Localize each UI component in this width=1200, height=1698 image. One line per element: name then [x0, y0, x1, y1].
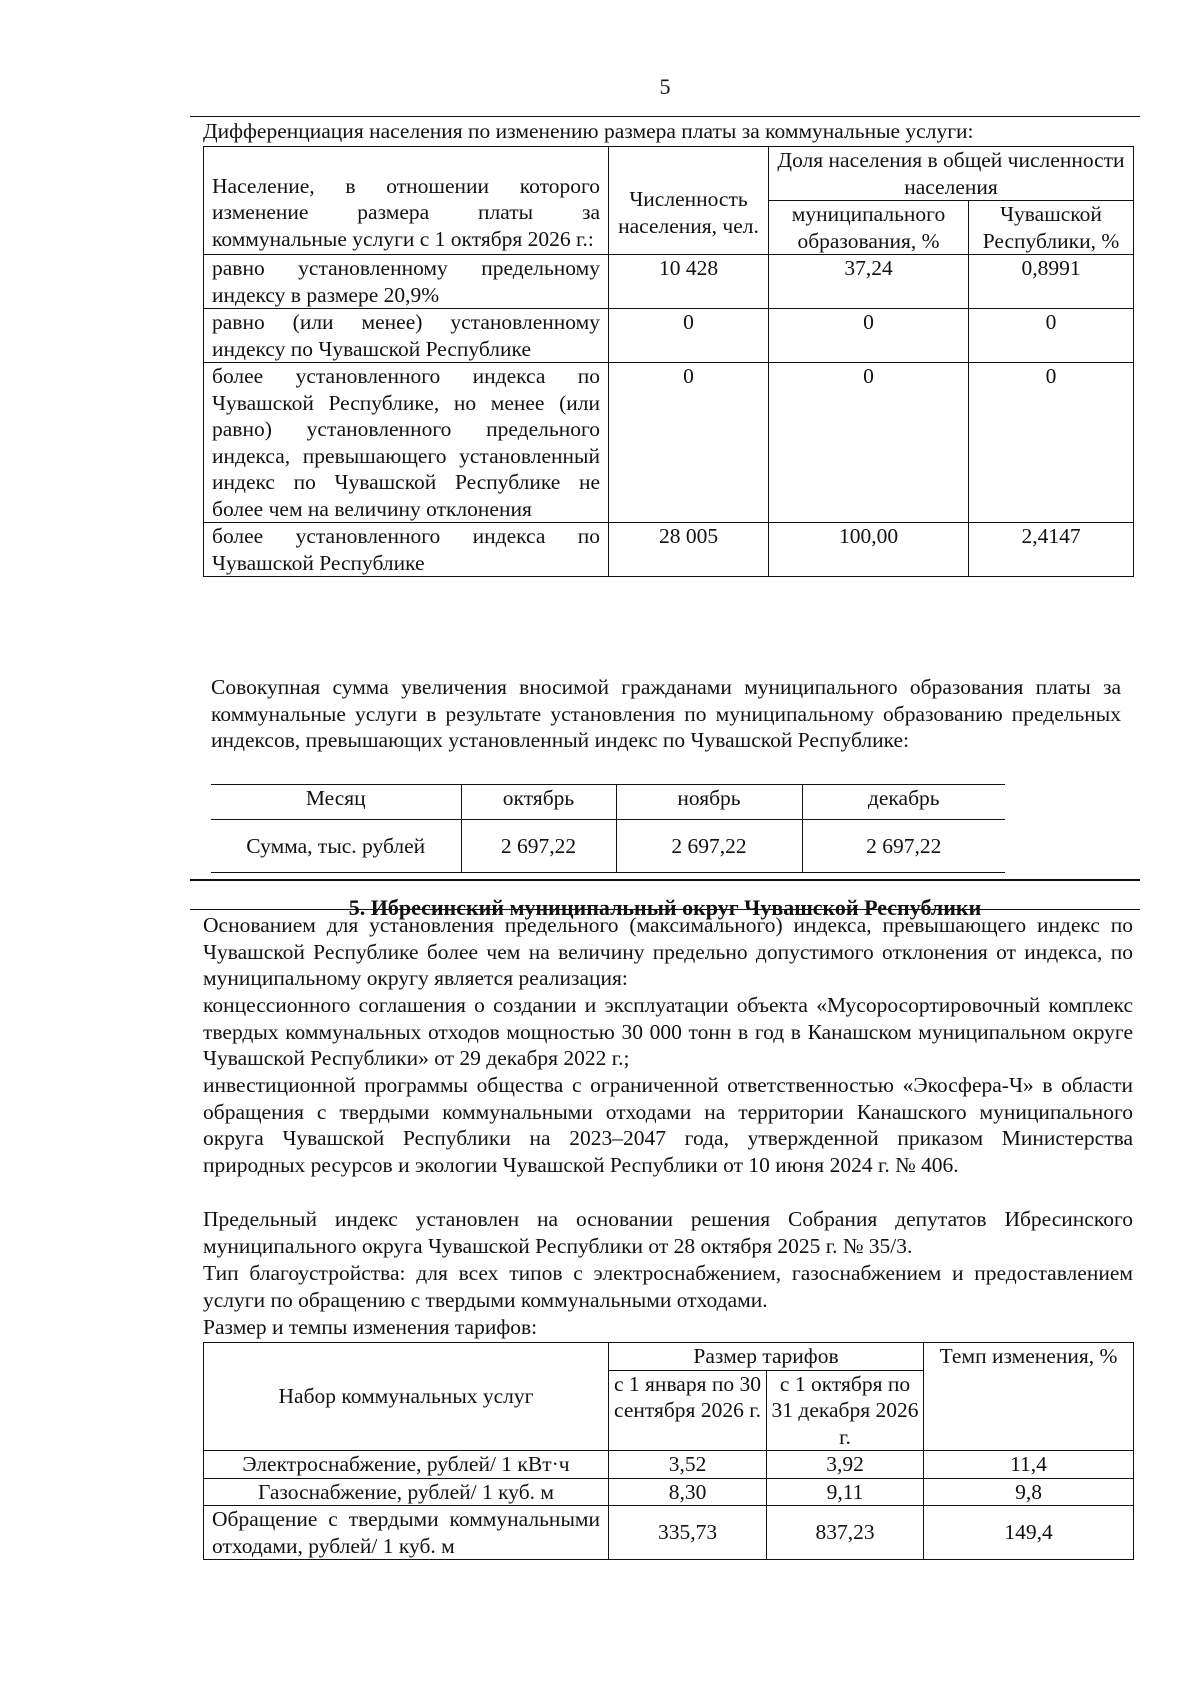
population-table: [203, 146, 1134, 577]
month-cell: декабрь: [802, 785, 1005, 820]
row-share-mo: 37,24: [769, 255, 969, 309]
row-share-cr: 0: [969, 363, 1134, 523]
row-count: 28 005: [609, 523, 769, 577]
header-services: Набор коммунальных услуг: [204, 1343, 609, 1451]
header-tariff-size: Размер тарифов: [609, 1343, 924, 1371]
table-row: [204, 1506, 1134, 1560]
tariff-period-2: 9,11: [767, 1478, 924, 1506]
change-rate: 9,8: [924, 1478, 1134, 1506]
row-label: равно (или менее) установленному индексу по Чувашской Республике: [204, 309, 609, 363]
month-cell: октябрь: [461, 785, 616, 820]
service-name: Обращение с твердыми коммунальными отходами, рублей/ 1 куб. м: [204, 1506, 609, 1560]
rule-top: [190, 116, 1140, 117]
sums-row: [211, 820, 1005, 873]
row-share-cr: 0: [969, 309, 1134, 363]
tariff-period-1: 8,30: [609, 1478, 767, 1506]
header-share-mo: муниципального образования, %: [769, 201, 969, 255]
row-share-cr: 0,8991: [969, 255, 1134, 309]
row-count: 0: [609, 363, 769, 523]
tariff-period-2: 837,23: [767, 1506, 924, 1560]
header-change-rate: Темп изменения, %: [924, 1343, 1134, 1451]
tariff-period-1: 335,73: [609, 1506, 767, 1560]
page-number: 5: [659, 74, 671, 99]
month-cell: ноябрь: [616, 785, 802, 820]
row-label: более установленного индекса по Чувашской Республике, но менее (или равно) установленного предельного индекса, превышающего установленный индекс по Чувашской Республике не более чем на величину отклонения: [204, 363, 609, 523]
sum-cell: 2 697,22: [461, 820, 616, 873]
header-period-1: с 1 января по 30 сентября 2026 г.: [609, 1370, 767, 1451]
row-share-mo: 0: [769, 363, 969, 523]
paragraph-utilities-type: Тип благоустройства: для всех типов с электроснабжением, газоснабжением и предоставлением услуги по обращению с твердыми коммунальными отходами.: [203, 1261, 1133, 1312]
row-share-mo: 0: [769, 309, 969, 363]
row-label: более установленного индекса по Чувашской Республике: [204, 523, 609, 577]
change-rate: 11,4: [924, 1451, 1134, 1479]
header-period-2: с 1 октября по 31 декабря 2026 г.: [767, 1370, 924, 1451]
months-row: [211, 785, 1005, 820]
month-label: Месяц: [211, 785, 461, 820]
sum-cell: 2 697,22: [616, 820, 802, 873]
row-share-mo: 100,00: [769, 523, 969, 577]
rule-section-bottom: [190, 909, 1140, 910]
header-share-group: Доля населения в общей численности населения: [769, 147, 1134, 201]
rule-section-top: [190, 879, 1140, 881]
table-header-row: [204, 147, 1134, 201]
row-count: 0: [609, 309, 769, 363]
header-share-cr: Чувашской Республики, %: [969, 201, 1134, 255]
header-population: Население, в отношении которого изменение размера платы за коммунальные услуги с 1 октября 2026 г.:: [204, 147, 609, 255]
sum-paragraph: Совокупная сумма увеличения вносимой гражданами муниципального образования платы за коммунальные услуги в результате установления по муниципальному образованию предельных индексов, превышающих установленный индекс по Чувашской Республике:: [211, 675, 1121, 752]
sum-table: [211, 784, 1005, 873]
paragraph-decision: Предельный индекс установлен на основании решения Собрания депутатов Ибресинского муниципального округа Чувашской Республики от 28 октября 2025 г. № 35/3.: [203, 1207, 1133, 1258]
table-row: [204, 523, 1134, 577]
header-count: Численность населения, чел.: [609, 147, 769, 255]
tariff-period-1: 3,52: [609, 1451, 767, 1479]
sum-label: Сумма, тыс. рублей: [211, 820, 461, 873]
row-label: равно установленному предельному индексу в размере 20,9%: [204, 255, 609, 309]
table-row: [204, 1451, 1134, 1479]
table-row: [204, 1478, 1134, 1506]
service-name: Электроснабжение, рублей/ 1 кВт·ч: [204, 1451, 609, 1479]
section-title: 5. Ибресинский муниципальный округ Чувашской Республики: [348, 895, 982, 920]
table-row: [204, 309, 1134, 363]
paragraph-concession: концессионного соглашения о создании и эксплуатации объекта «Мусоросортировочный комплекс твердых коммунальных отходов мощностью 30 000 тонн в год в Канашском муниципальном округе Чувашской Республики» от 29 декабря 2022 г.;: [203, 993, 1133, 1070]
table-row: [204, 363, 1134, 523]
tariffs-header-row: [204, 1343, 1134, 1371]
paragraph-basis: Основанием для установления предельного (максимального) индекса, превышающего индекс по Чувашской Республике более чем на величину предельно допустимого отклонения от индекса, по муниципальному округу является реализация:: [203, 913, 1133, 990]
service-name: Газоснабжение, рублей/ 1 куб. м: [204, 1478, 609, 1506]
row-count: 10 428: [609, 255, 769, 309]
row-share-cr: 2,4147: [969, 523, 1134, 577]
tariff-period-2: 3,92: [767, 1451, 924, 1479]
change-rate: 149,4: [924, 1506, 1134, 1560]
table-row: [204, 255, 1134, 309]
tariffs-table: [203, 1342, 1134, 1560]
paragraph-investment: инвестиционной программы общества с ограниченной ответственностью «Экосфера-Ч» в области обращения с твердыми коммунальными отходами на территории Канашского муниципального округа Чувашской Республики на 2023–2047 года, утвержденной приказом Министерства природных ресурсов и экологии Чувашской Республики от 10 июня 2024 г. № 406.: [203, 1073, 1133, 1177]
sum-cell: 2 697,22: [802, 820, 1005, 873]
paragraph-tariffs-caption: Размер и темпы изменения тарифов:: [203, 1315, 538, 1339]
table1-caption: Дифференциация населения по изменению размера платы за коммунальные услуги:: [203, 119, 974, 143]
